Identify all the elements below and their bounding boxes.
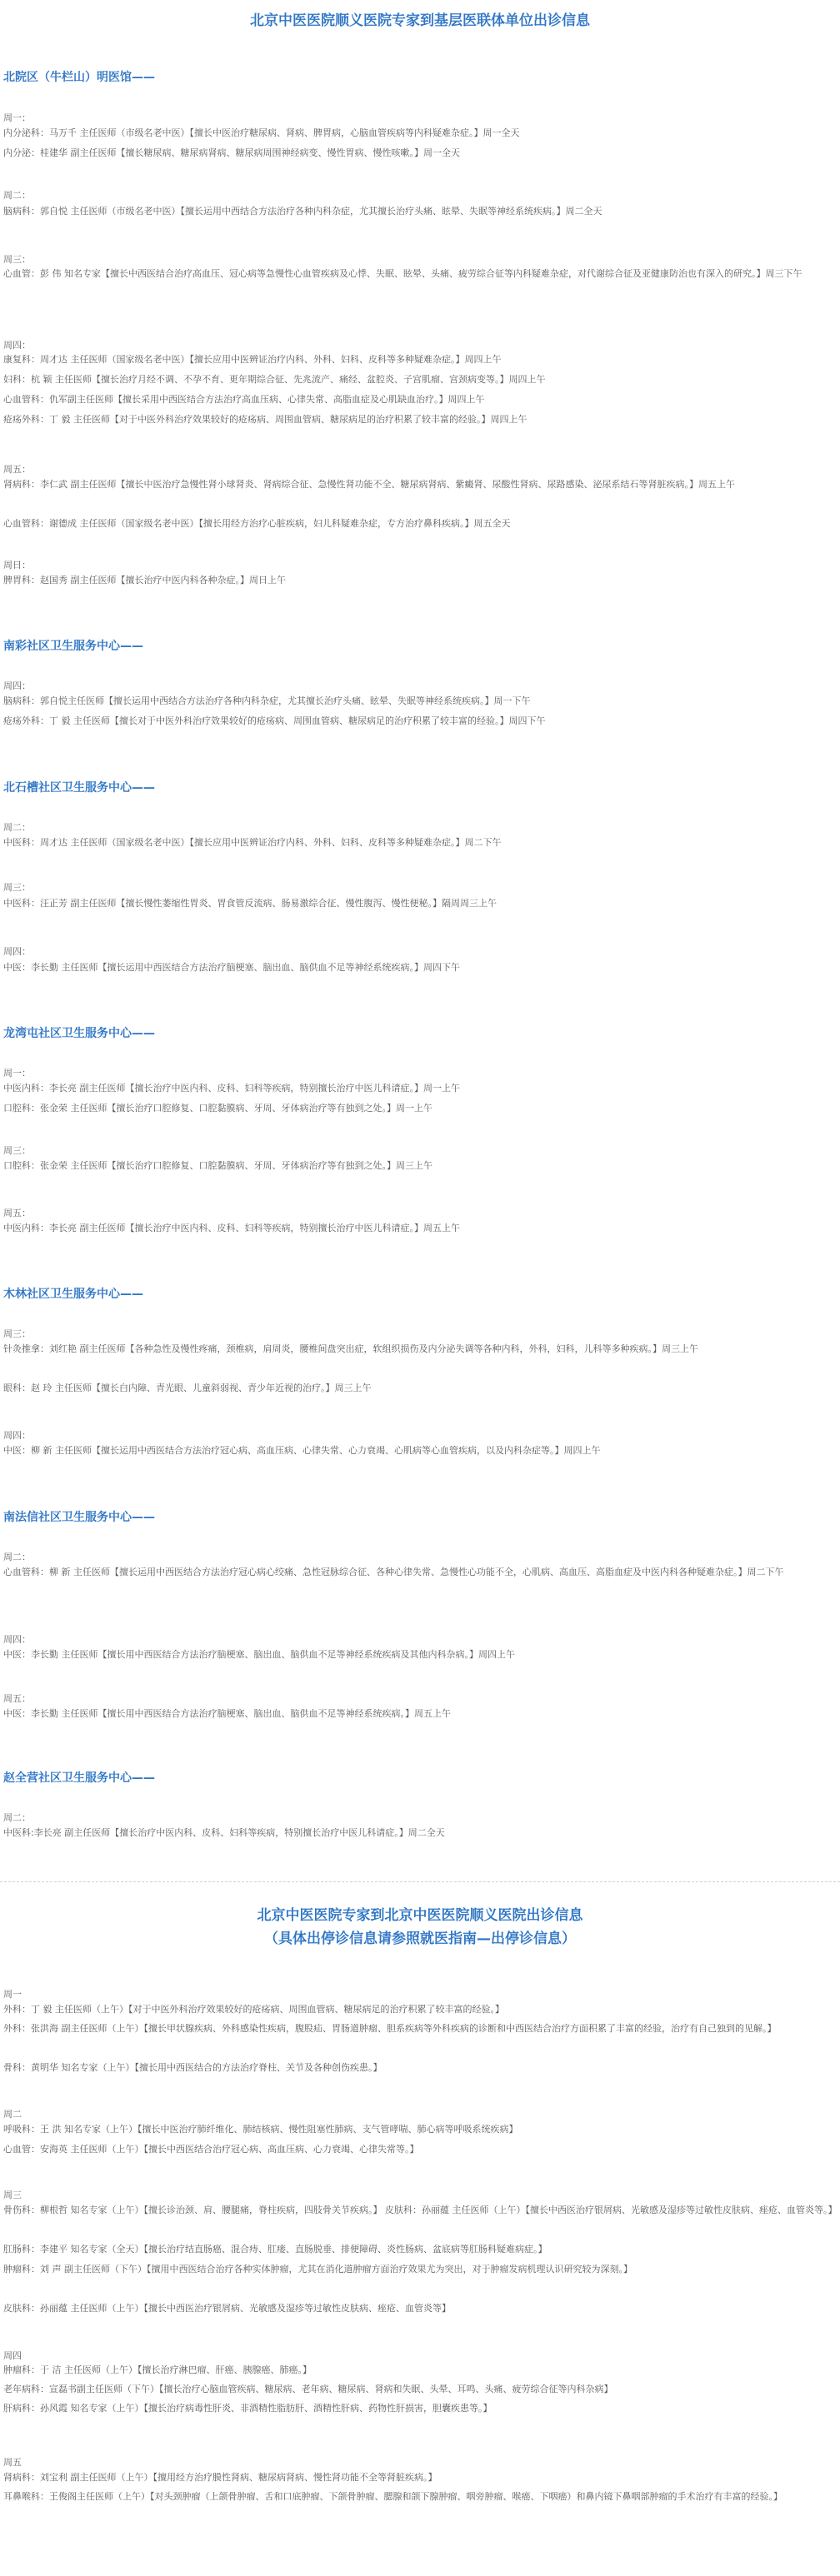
schedule-entry: 中医：李长勤 主任医师【擅长运用中西医结合方法治疗脑梗塞、脑出血、脑供血不足等神经系统疾病。】周四下午: [3, 962, 460, 973]
schedule-entry: 肾病科：李仁武 副主任医师【擅长中医治疗急慢性肾小球肾炎、肾病综合征、急慢性肾功能不全、糖尿病肾病、紫癜肾、尿酸性肾病、尿路感染、泌尿系结石等肾脏疾病。】周五上午: [3, 479, 735, 490]
schedule-entry: 妇科：杭 颖 主任医师【擅长治疗月经不调、不孕不育、更年期综合征、先兆流产、痛经、盆腔炎、子宫肌瘤、宫颈病变等。】周四上午: [3, 374, 546, 385]
second-title: 北京中医医院专家到北京中医医院顺义医院出诊信息: [257, 1907, 583, 1924]
day-label: 周四：: [3, 680, 31, 691]
day-label: 周一：: [3, 1068, 31, 1079]
schedule-entry: 中医科：周才达 主任医师（国家级名老中医）【擅长应用中医辨证治疗内科、外科、妇科、皮科等多种疑难杂症。】周二下午: [3, 837, 502, 848]
day-label: 周日：: [3, 560, 31, 571]
schedule-entry: 内分泌：桂建华 副主任医师【擅长糖尿病、糖尿病肾病、糖尿病周围神经病变、慢性胃病、慢性咳嗽。】周一全天: [3, 147, 460, 158]
schedule-entry: 口腔科：张金荣 主任医师【擅长治疗口腔修复、口腔黏膜病、牙周、牙体病治疗等有独到之处。】周一上午: [3, 1103, 432, 1114]
section-title: 南法信社区卫生服务中心——: [3, 1511, 155, 1524]
section-title: 赵全营社区卫生服务中心——: [3, 1771, 155, 1785]
schedule-entry: 中医：李长勤 主任医师【擅长用中西医结合方法治疗脑梗塞、脑出血、脑供血不足等神经系统疾病及其他内科杂病。】周四上午: [3, 1649, 515, 1660]
schedule-entry: 中医：柳 新 主任医师【擅长运用中西医结合方法治疗冠心病、高血压病、心律失常、心力衰竭、心肌病等心血管疾病，以及内科杂症等。】周四上午: [3, 1445, 601, 1456]
day-label: 周二：: [3, 822, 31, 833]
schedule-entry: 口腔科：张金荣 主任医师【擅长治疗口腔修复、口腔黏膜病、牙周、牙体病治疗等有独到之处。】周三上午: [3, 1160, 432, 1171]
second-subtitle: （具体出停诊信息请参照就医指南—出停诊信息）: [264, 1931, 576, 1947]
schedule-entry: 针灸推拿：刘红艳 副主任医师【各种急性及慢性疼痛，颈椎病，肩周炎，腰椎间盘突出症，软组织损伤及内分泌失调等各种内科，外科，妇科，儿科等多种疾病。】周三上午: [3, 1343, 698, 1354]
schedule-entry: 呼吸科：王 洪 知名专家（上午）【擅长中医治疗肺纤维化、肺结核病、慢性阻塞性肺病、支气管哮喘、肺心病等呼吸系统疾病】: [3, 2124, 518, 2135]
schedule-entry: 脾胃科：赵国秀 副主任医师【擅长治疗中医内科各种杂症。】周日上午: [3, 575, 286, 585]
schedule-entry: 肝病科：孙风霞 知名专家（上午）【擅长治疗病毒性肝炎、非酒精性脂肪肝、酒精性肝病、药物性肝损害，胆囊疾患等。】: [3, 2403, 492, 2414]
schedule-entry: 皮肤科：孙丽蕴 主任医师（上午）【擅长中西医治疗银屑病、光敏感及湿疹等过敏性皮肤病、痤疮、血管炎等】: [3, 2303, 451, 2314]
day-label: 周三: [3, 2190, 22, 2200]
schedule-entry: 肿瘤科：刘 声 副主任医师（下午）【擅用中西医结合治疗各种实体肿瘤，尤其在消化道肿瘤方面治疗效果尤为突出，对于肿瘤发病机理认识研究较为深刻。】: [3, 2264, 632, 2275]
day-label: 周四：: [3, 340, 31, 351]
day-label: 周三：: [3, 882, 31, 893]
day-label: 周三：: [3, 254, 31, 265]
day-label: 周二: [3, 2109, 22, 2120]
schedule-entry: 康复科：周才达 主任医师（国家级名老中医）【擅长应用中医辨证治疗内科、外科、妇科、皮科等多种疑难杂症。】周四上午: [3, 354, 502, 365]
section-title: 木林社区卫生服务中心——: [3, 1288, 143, 1301]
day-label: 周一：: [3, 112, 31, 123]
day-label: 周四：: [3, 946, 31, 957]
schedule-entry: 内分泌科：马万千 主任医师（市级名老中医）【擅长中医治疗糖尿病、肾病、脾胃病，心脑血管疾病等内科疑难杂症。】周一全天: [3, 127, 520, 138]
day-label: 周一: [3, 1989, 22, 2000]
section-title: 北石槽社区卫生服务中心——: [3, 781, 155, 795]
section-title: 北院区（牛栏山）明医馆——: [3, 71, 155, 84]
day-label: 周二：: [3, 190, 31, 201]
schedule-entry: 肿瘤科：于 洁 主任医师（上午）【擅长治疗淋巴瘤、肝癌、胰腺癌、肺癌。】: [3, 2364, 312, 2375]
day-label: 周五: [3, 2457, 22, 2468]
day-label: 周五：: [3, 1208, 31, 1218]
schedule-entry: 中医科：汪正芳 副主任医师【擅长慢性萎缩性胃炎、胃食管反流病、肠易激综合征、慢性腹泻、慢性便秘。】隔周周三上午: [3, 898, 497, 909]
day-label: 周三：: [3, 1328, 31, 1339]
schedule-entry: 肛肠科：李建平 知名专家（全天）【擅长治疗结直肠癌、混合痔、肛瘘、直肠脱垂、排便障碍、炎性肠病、盆底病等肛肠科疑难病症。】: [3, 2244, 548, 2255]
day-label: 周五：: [3, 1693, 31, 1704]
schedule-entry: 眼科：赵 玲 主任医师【擅长白内障、青光眼、儿童斜弱视、青少年近视的治疗。】周三上午: [3, 1383, 372, 1393]
schedule-entry: 心血管科：仇军副主任医师【擅长采用中西医结合方法治疗高血压病、心律失常、高脂血症及心肌缺血治疗。】周四上午: [3, 394, 485, 405]
schedule-entry: 外科：张洪海 副主任医师（上午）【擅长甲状腺疾病、外科感染性疾病，腹股疝、胃肠道肿瘤、胆系疾病等外科疾病的诊断和中西医结合治疗方面积累了丰富的经验，治疗有自己独到的见解。】: [3, 2023, 777, 2034]
schedule-entry: 心血管：彭 伟 知名专家【擅长中西医结合治疗高血压、冠心病等急慢性心血管疾病及心悸、失眠、眩晕、头痛、疲劳综合征等内科疑难杂症，对代谢综合征及亚健康防治也有深入的研究。】周三下午: [3, 268, 802, 279]
schedule-entry: 肾病科：刘宝利 副主任医师（上午）【擅用经方治疗膜性肾病、糖尿病肾病、慢性肾功能不全等肾脏疾病。】: [3, 2472, 438, 2483]
schedule-entry: 骨科：黄明华 知名专家（上午）【擅长用中西医结合的方法治疗脊柱、关节及各种创伤疾患。】: [3, 2062, 382, 2073]
page-title: 北京中医医院顺义医院专家到基层医联体单位出诊信息: [250, 12, 590, 29]
section-title: 龙湾屯社区卫生服务中心——: [3, 1027, 155, 1040]
schedule-entry: 脑病科：郭自悦 主任医师（市级名老中医）【擅长运用中西结合方法治疗各种内科杂症，尤其擅长治疗头痛、眩晕、失眠等神经系统疾病。】周二全天: [3, 206, 602, 217]
day-label: 周四：: [3, 1430, 31, 1441]
day-label: 周四: [3, 2350, 22, 2361]
schedule-entry: 中医科:李长亮 副主任医师【擅长治疗中医内科、皮科、妇科等疾病，特别擅长治疗中医儿科请症。】周二全天: [3, 1827, 445, 1838]
schedule-entry: 外科：丁 毅 主任医师（上午）【对于中医外科治疗效果较好的疮疡病、周围血管病、糖尿病足的治疗积累了较丰富的经验。】: [3, 2004, 504, 2015]
section-divider: [0, 1881, 840, 1882]
schedule-entry: 中医内科：李长亮 副主任医师【擅长治疗中医内科、皮科、妇科等疾病，特别擅长治疗中医儿科请症。】周五上午: [3, 1223, 460, 1233]
day-label: 周三：: [3, 1145, 31, 1156]
schedule-entry: 老年病科：宣磊书副主任医师（下午）【擅长治疗心脑血管疾病、糖尿病、老年病、糖尿病、肾病和失眠、头晕、耳鸣、头痛、疲劳综合征等内科杂病】: [3, 2384, 613, 2394]
schedule-entry: 耳鼻喉科：王俊阁主任医师（上午）【对头颈肿瘤（上颌骨肿瘤、舌和口底肿瘤、下颌骨肿瘤、腮腺和颌下腺肿瘤、咽旁肿瘤、喉癌、下咽癌）和鼻内镜下鼻咽部肿瘤的手术治疗有丰富的经验。】: [3, 2491, 782, 2502]
schedule-entry: 骨伤科：柳根哲 知名专家（上午）【擅长诊治颈、肩、腰腿痛，脊柱疾病，四肢骨关节疾病。】 皮肤科：孙丽蕴 主任医师（上午）【擅长中西医治疗银屑病、光敏感及湿疹等过敏性皮肤病、痤疮、血管炎等。】: [3, 2205, 838, 2215]
section-title: 南彩社区卫生服务中心——: [3, 640, 143, 653]
schedule-entry: 中医：李长勤 主任医师【擅长用中西医结合方法治疗脑梗塞、脑出血、脑供血不足等神经系统疾病。】周五上午: [3, 1708, 451, 1719]
schedule-entry: 疮疡外科：丁 毅 主任医师【对于中医外科治疗效果较好的疮疡病、周围血管病、糖尿病足的治疗积累了较丰富的经验。】周四上午: [3, 414, 528, 425]
schedule-entry: 心血管科：柳 新 主任医师【擅长运用中西医结合方法治疗冠心病心绞痛、急性冠脉综合征、各种心律失常、急慢性心功能不全，心肌病、高血压、高脂血症及中医内科各种疑难杂症。】周二下午: [3, 1567, 784, 1577]
schedule-entry: 疮疡外科：丁 毅 主任医师【擅长对于中医外科治疗效果较好的疮疡病、周围血管病、糖尿病足的治疗积累了较丰富的经验。】周四下午: [3, 715, 546, 726]
day-label: 周五：: [3, 464, 31, 475]
schedule-entry: 心血管：安海英 主任医师（上午）【擅长中西医结合治疗冠心病、高血压病、心力衰竭、心律失常等。】: [3, 2144, 419, 2155]
schedule-entry: 脑病科：郭自悦主任医师【擅长运用中西结合方法治疗各种内科杂症，尤其擅长治疗头痛、眩晕、失眠等神经系统疾病。】周一下午: [3, 695, 531, 706]
schedule-entry: 心血管科：谢德成 主任医师（国家级名老中医）【擅长用经方治疗心脏疾病，妇儿科疑难杂症，专方治疗鼻科疾病。】周五全天: [3, 518, 511, 529]
schedule-entry: 中医内科：李长亮 副主任医师【擅长治疗中医内科、皮科、妇科等疾病，特别擅长治疗中医儿科请症。】周一上午: [3, 1083, 460, 1094]
day-label: 周二：: [3, 1812, 31, 1823]
day-label: 周二：: [3, 1552, 31, 1562]
day-label: 周四：: [3, 1634, 31, 1645]
